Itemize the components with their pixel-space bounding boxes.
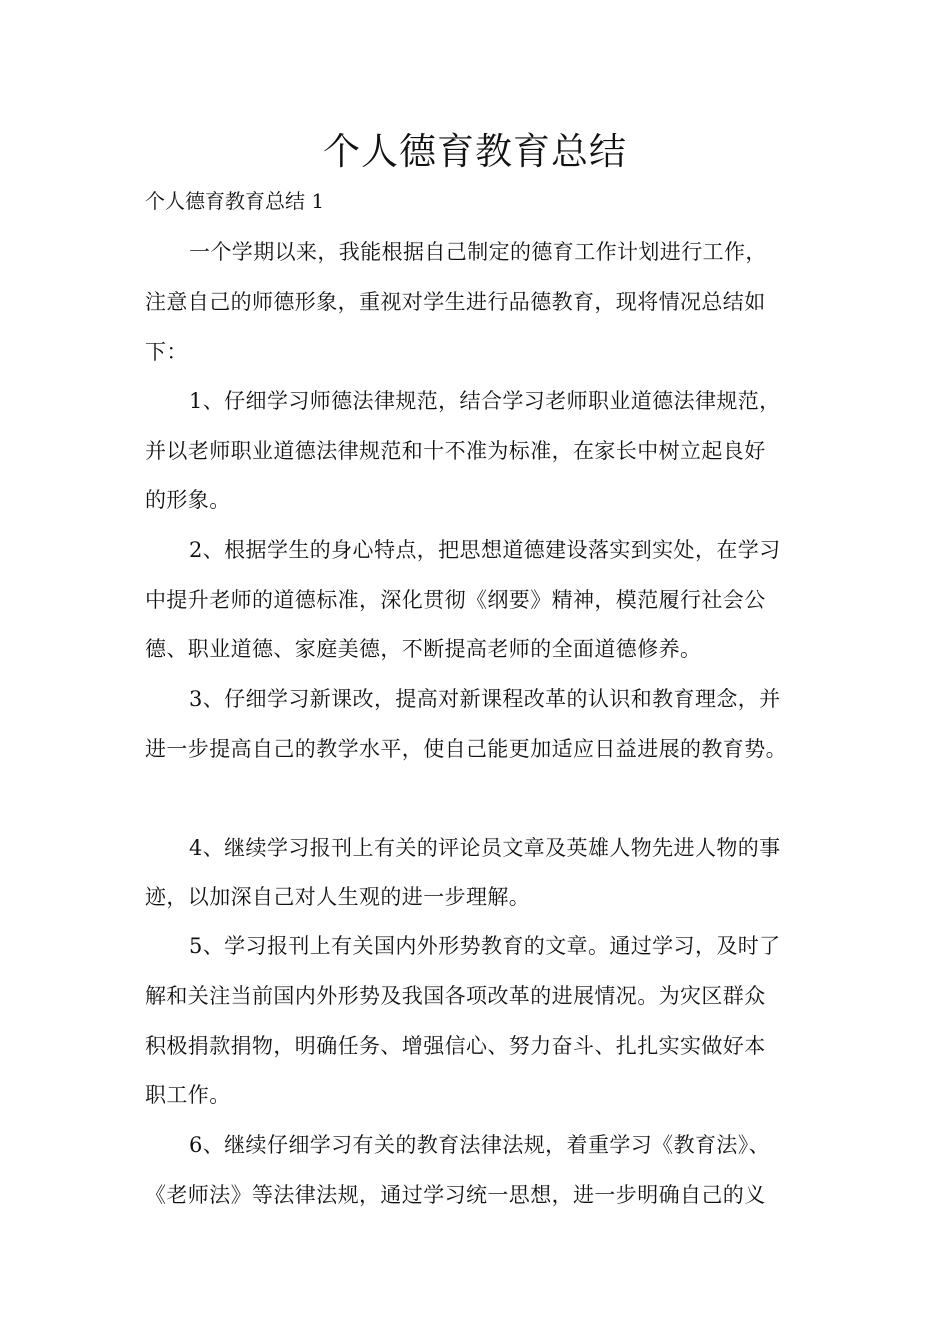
paragraph-line: 下：	[145, 340, 188, 364]
paragraph-line: 一个学期以来，我能根据自己制定的德育工作计划进行工作，	[189, 240, 767, 264]
document-title: 个人德育教育总结	[323, 130, 627, 173]
paragraph-line: 中提升老师的道德标准，深化贯彻《纲要》精神，模范履行社会公	[145, 588, 766, 612]
paragraph-line: 注意自己的师德形象，重视对学生进行品德教育，现将情况总结如	[145, 290, 766, 314]
paragraph-line: 积极捐款捐物，明确任务、增强信心、努力奋斗、扎扎实实做好本	[145, 1034, 766, 1058]
paragraph-line: 迹，以加深自己对人生观的进一步理解。	[145, 885, 531, 909]
paragraph-line: 6、继续仔细学习有关的教育法律法规，着重学习《教育法》、	[189, 1133, 771, 1157]
paragraph-line: 解和关注当前国内外形势及我国各项改革的进展情况。为灾区群众	[145, 984, 766, 1008]
paragraph-line: 《老师法》等法律法规，通过学习统一思想，进一步明确自己的义	[145, 1183, 766, 1207]
paragraph-line: 进一步提高自己的教学水平，使自己能更加适应日益进展的教育势。	[145, 737, 787, 761]
paragraph-line: 职工作。	[145, 1083, 231, 1107]
paragraph-line: 的形象。	[145, 488, 231, 512]
section-heading: 个人德育教育总结 1	[145, 189, 325, 213]
paragraph-line: 3、仔细学习新课改，提高对新课程改革的认识和教育理念，并	[189, 687, 781, 711]
paragraph-line: 并以老师职业道德法律规范和十不准为标准，在家长中树立起良好	[145, 439, 766, 463]
paragraph-line: 5、学习报刊上有关国内外形势教育的文章。通过学习，及时了	[189, 934, 781, 958]
paragraph-line: 2、根据学生的身心特点，把思想道德建设落实到实处，在学习	[189, 538, 781, 562]
paragraph-line: 1、仔细学习师德法律规范，结合学习老师职业道德法律规范，	[189, 389, 781, 413]
paragraph-line: 4、继续学习报刊上有关的评论员文章及英雄人物先进人物的事	[189, 836, 781, 860]
paragraph-line: 德、职业道德、家庭美德，不断提高老师的全面道德修养。	[145, 637, 702, 661]
